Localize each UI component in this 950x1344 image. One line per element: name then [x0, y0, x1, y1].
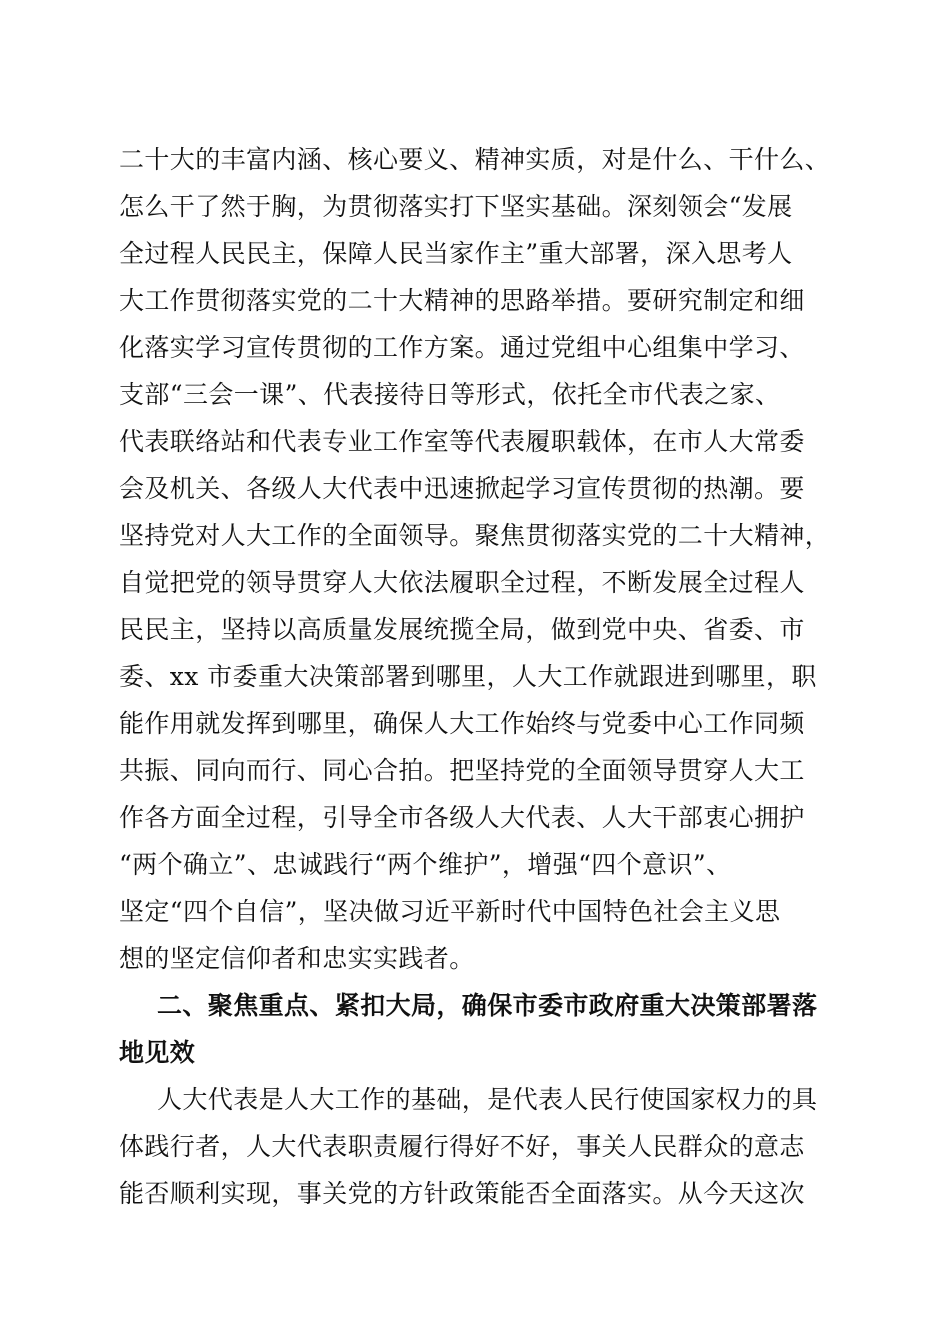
text-line: 坚持党对人大工作的全面领导。聚焦贯彻落实党的二十大精神，	[119, 521, 831, 550]
heading-line: 地见效	[119, 1038, 196, 1067]
text-line: 想的坚定信仰者和忠实实践者。	[119, 944, 475, 973]
text-line: 体践行者，人大代表职责履行得好不好，事关人民群众的意志	[119, 1132, 805, 1161]
text-line: 二十大的丰富内涵、核心要义、精神实质，对是什么、干什么、	[119, 145, 831, 174]
text-line: 民民主，坚持以高质量发展统揽全局，做到党中央、省委、市	[119, 615, 805, 644]
text-line: 人大代表是人大工作的基础，是代表人民行使国家权力的具	[157, 1085, 818, 1114]
text-line: 委、xx 市委重大决策部署到哪里，人大工作就跟进到哪里，职	[119, 662, 817, 691]
text-line: 能作用就发挥到哪里，确保人大工作始终与党委中心工作同频	[119, 709, 805, 738]
text-line: 全过程人民民主，保障人民当家作主”重大部署，深入思考人	[119, 239, 793, 268]
text-line: 大工作贯彻落实党的二十大精神的思路举措。要研究制定和细	[119, 286, 805, 315]
text-line: “两个确立”、忠诚践行“两个维护”，增强“四个意识”、	[119, 850, 732, 879]
text-line: 会及机关、各级人大代表中迅速掀起学习宣传贯彻的热潮。要	[119, 474, 805, 503]
text-line: 自觉把党的领导贯穿人大依法履职全过程，不断发展全过程人	[119, 568, 805, 597]
text-line: 坚定“四个自信”，坚决做习近平新时代中国特色社会主义思	[119, 897, 781, 926]
text-line: 共振、同向而行、同心合拍。把坚持党的全面领导贯穿人大工	[119, 756, 805, 785]
text-line: 代表联络站和代表专业工作室等代表履职载体，在市人大常委	[119, 427, 805, 456]
heading-line: 二、聚焦重点、紧扣大局，确保市委市政府重大决策部署落	[157, 991, 818, 1020]
text-line: 能否顺利实现，事关党的方针政策能否全面落实。从今天这次	[119, 1179, 805, 1208]
text-line: 作各方面全过程，引导全市各级人大代表、人大干部衷心拥护	[119, 803, 805, 832]
text-line: 化落实学习宣传贯彻的工作方案。通过党组中心组集中学习、	[119, 333, 805, 362]
text-line: 怎么干了然于胸，为贯彻落实打下坚实基础。深刻领会“发展	[119, 192, 793, 221]
text-line: 支部“三会一课”、代表接待日等形式，依托全市代表之家、	[119, 380, 781, 409]
